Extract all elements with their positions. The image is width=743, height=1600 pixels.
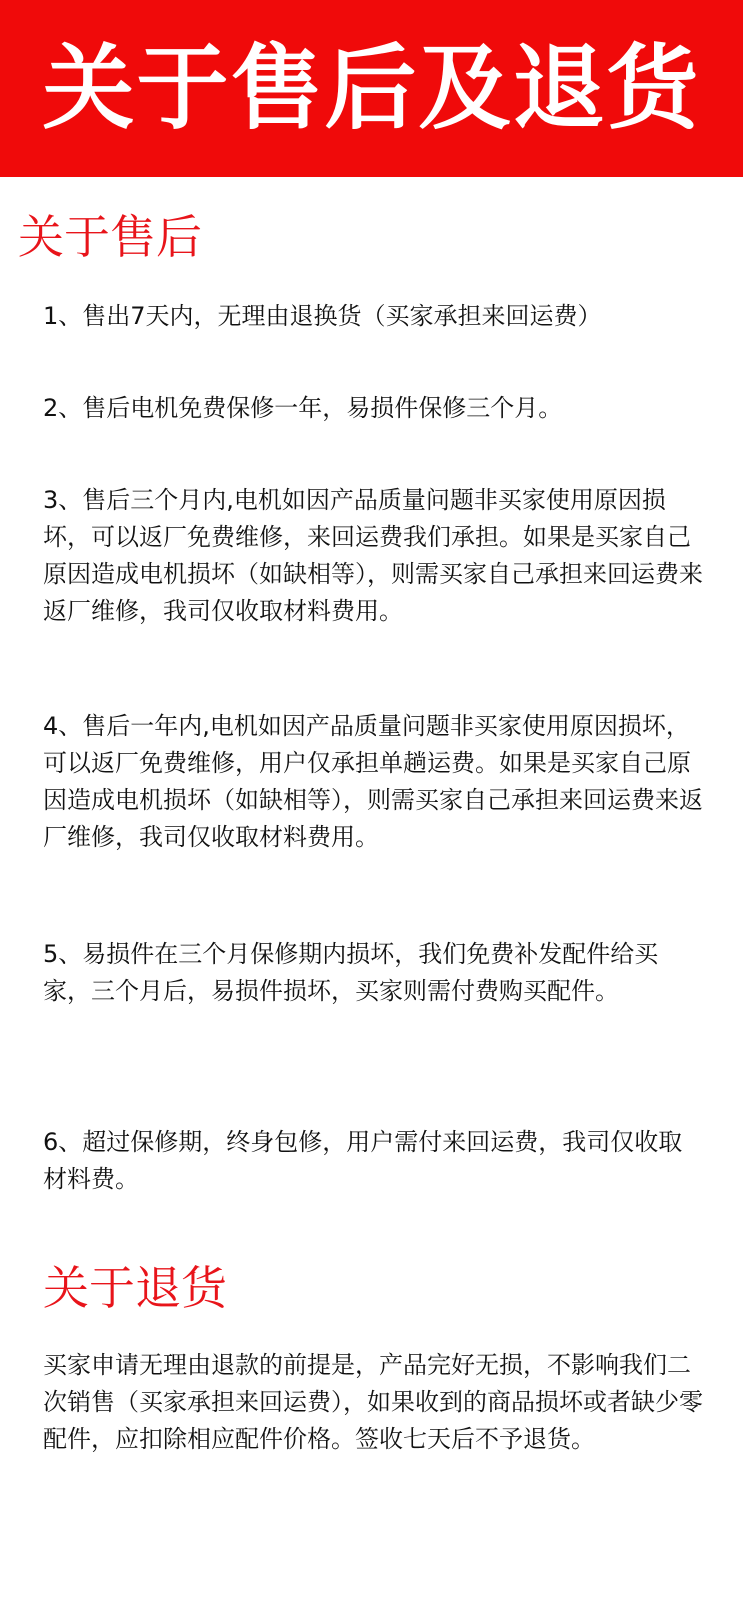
after-sales-item-4: 4、售后一年内,电机如因产品质量问题非买家使用原因损坏，可以返厂免费维修，用户仅承担单趟运费。如果是买家自己原因造成电机损坏（如缺相等），则需买家自己承担来回运费来返厂维修，我司仅收取材料费用。 [43, 712, 703, 851]
after-sales-item-1: 1、售出7天内，无理由退换货（买家承担来回运费） [43, 302, 602, 330]
returns-heading: 关于退货 [43, 1261, 227, 1315]
title-banner [0, 0, 743, 177]
after-sales-item-6: 6、超过保修期，终身包修，用户需付来回运费，我司仅收取材料费。 [43, 1128, 683, 1193]
after-sales-item-2: 2、售后电机免费保修一年，易损件保修三个月。 [43, 394, 563, 422]
after-sales-item-5: 5、易损件在三个月保修期内损坏，我们免费补发配件给买家，三个月后，易损件损坏，买家则需付费购买配件。 [43, 940, 659, 1005]
after-sales-item-3: 3、售后三个月内,电机如因产品质量问题非买家使用原因损坏，可以返厂免费维修，来回运费我们承担。如果是买家自己原因造成电机损坏（如缺相等），则需买家自己承担来回运费来返厂维修，我司仅收取材料费用。 [43, 486, 703, 625]
after-sales-heading: 关于售后 [18, 210, 202, 264]
returns-text: 买家申请无理由退款的前提是，产品完好无损，不影响我们二次销售（买家承担来回运费），如果收到的商品损坏或者缺少零配件，应扣除相应配件价格。签收七天后不予退货。 [43, 1351, 703, 1453]
page-title: 关于售后及退货 [42, 34, 701, 142]
